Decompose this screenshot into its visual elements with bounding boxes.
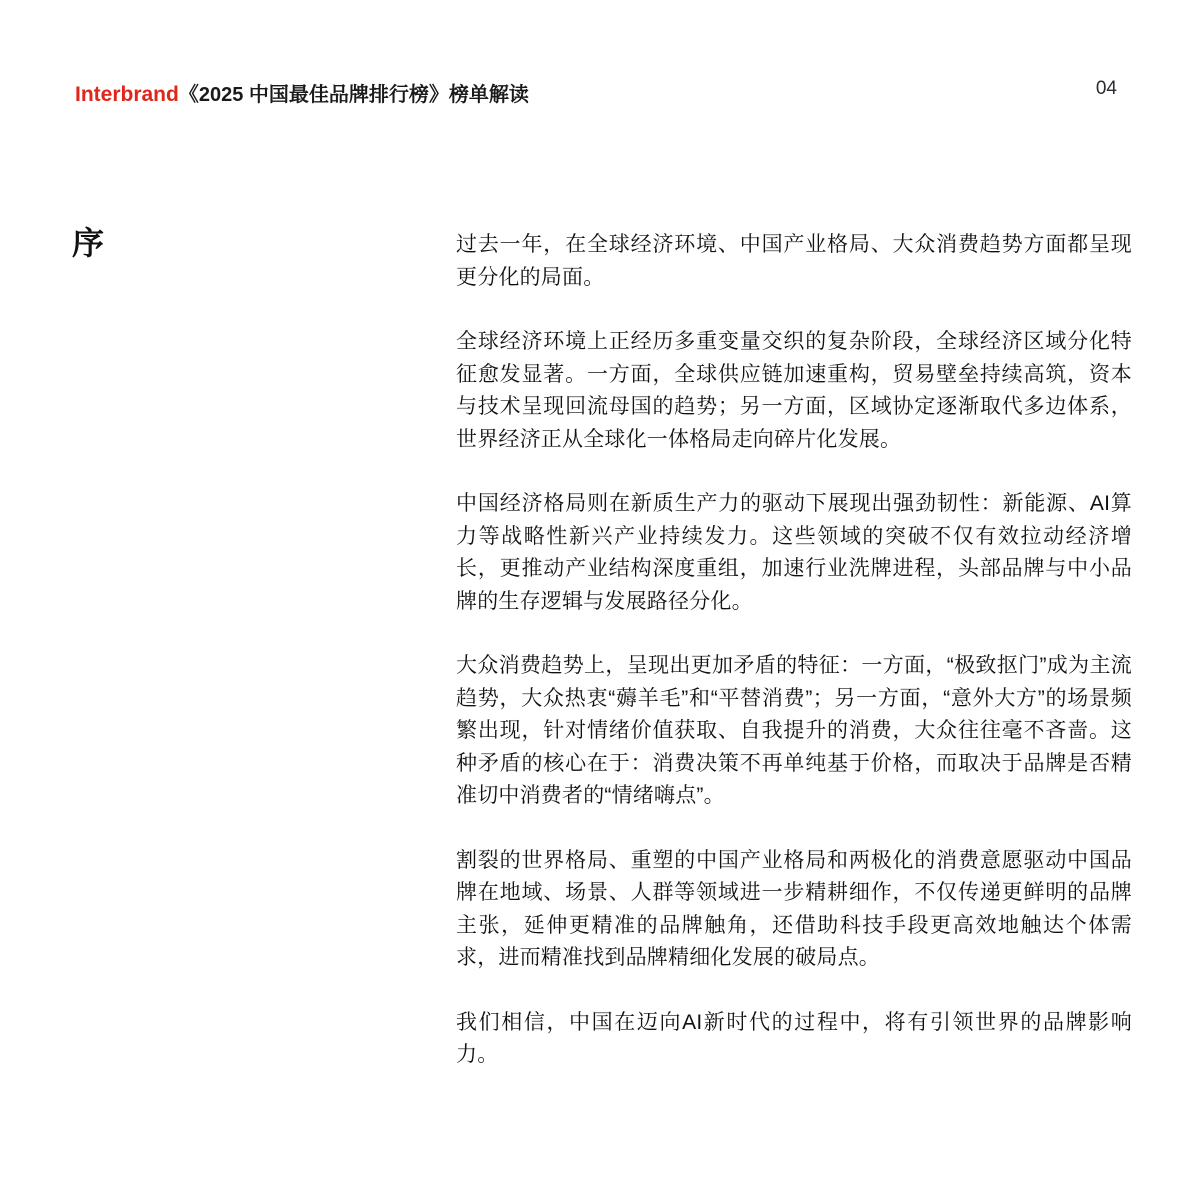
preface-paragraph-5: 割裂的世界格局、重塑的中国产业格局和两极化的消费意愿驱动中国品牌在地域、场景、人群等领域进一步精耕细作，不仅传递更鲜明的品牌主张，延伸更精准的品牌触角，还借助科技手段更高效地触达个体需求，进而精准找到品牌精细化发展的破局点。 bbox=[456, 848, 1132, 969]
document-title: 《2025 中国最佳品牌排行榜》榜单解读 bbox=[178, 84, 529, 106]
preface-paragraph-4: 大众消费趋势上，呈现出更加矛盾的特征：一方面，“极致抠门”成为主流趋势，大众热衷“薅羊毛”和“平替消费”；另一方面，“意外大方”的场景频繁出现，针对情绪价值获取、自我提升的消费，大众往往毫不吝啬。这种矛盾的核心在于：消费决策不再单纯基于价格，而取决于品牌是否精准切中消费者的“情绪嗨点”。 bbox=[456, 654, 1132, 807]
brand-logo: Interbrand bbox=[75, 83, 179, 106]
preface-paragraph-6: 我们相信，中国在迈向AI新时代的过程中，将有引领世界的品牌影响力。 bbox=[456, 1010, 1132, 1066]
page-number: 04 bbox=[1095, 78, 1117, 99]
page-header bbox=[75, 78, 529, 107]
preface-paragraph-1: 过去一年，在全球经济环境、中国产业格局、大众消费趋势方面都呈现更分化的局面。 bbox=[456, 233, 1132, 289]
preface-paragraph-2: 全球经济环境上正经历多重变量交织的复杂阶段，全球经济区域分化特征愈发显著。一方面，全球供应链加速重构，贸易壁垒持续高筑，资本与技术呈现回流母国的趋势；另一方面，区域协定逐渐取代多边体系，世界经济正从全球化一体格局走向碎片化发展。 bbox=[456, 330, 1132, 451]
section-heading-preface: 序 bbox=[72, 225, 105, 261]
preface-paragraph-3: 中国经济格局则在新质生产力的驱动下展现出强劲韧性：新能源、AI算力等战略性新兴产业持续发力。这些领域的突破不仅有效拉动经济增长，更推动产业结构深度重组，加速行业洗牌进程，头部品牌与中小品牌的生存逻辑与发展路径分化。 bbox=[456, 492, 1132, 613]
body-text-column bbox=[456, 229, 1132, 1072]
